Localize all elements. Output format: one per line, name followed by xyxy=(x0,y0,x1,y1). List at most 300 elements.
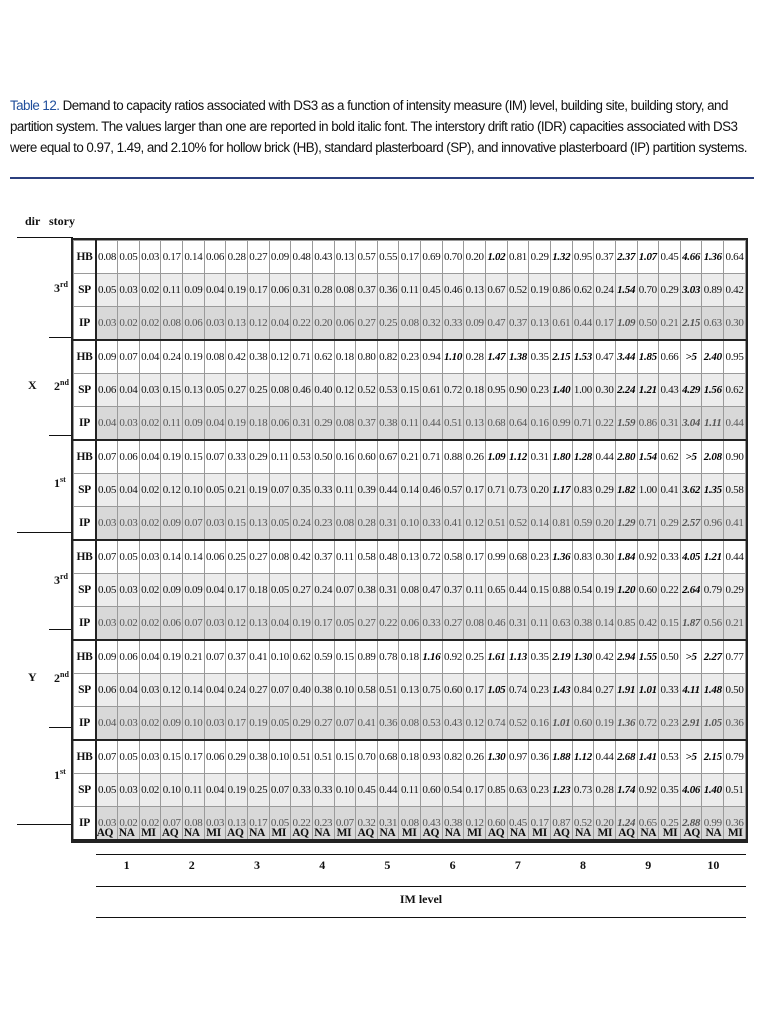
ratio-cell: 0.48 xyxy=(291,241,313,274)
ratio-cell: 0.07 xyxy=(334,707,356,741)
caption-rule xyxy=(10,177,754,179)
ratio-cell: 0.04 xyxy=(139,640,161,674)
ratio-cell: 0.47 xyxy=(594,340,616,374)
ratio-cell: 0.86 xyxy=(550,274,572,307)
ratio-cell: 0.03 xyxy=(96,807,118,841)
header-rule xyxy=(17,237,73,238)
ratio-cell: 0.06 xyxy=(269,274,291,307)
ratio-cell: 0.23 xyxy=(312,807,334,841)
ratio-cell: 0.24 xyxy=(226,674,248,707)
ratio-cell: 1.40 xyxy=(702,774,724,807)
ratio-cell: 0.52 xyxy=(507,707,529,741)
ratio-cell: 0.11 xyxy=(399,774,421,807)
ratio-cell: 0.46 xyxy=(291,374,313,407)
ratio-cell: 0.67 xyxy=(486,274,508,307)
ratio-cell: 0.20 xyxy=(312,307,334,341)
ratio-cell: 0.24 xyxy=(594,274,616,307)
ratio-cell: 0.15 xyxy=(659,607,681,641)
ratio-cell: 0.42 xyxy=(637,607,659,641)
ratio-cell: 1.12 xyxy=(507,440,529,474)
ratio-cell: 0.15 xyxy=(334,640,356,674)
ratio-cell: 0.03 xyxy=(204,307,226,341)
ratio-cell: 0.19 xyxy=(247,474,269,507)
ratio-cell: 0.14 xyxy=(161,540,183,574)
ratio-cell: 1.87 xyxy=(680,607,702,641)
ratio-cell: 1.85 xyxy=(637,340,659,374)
ratio-cell: 0.10 xyxy=(183,707,205,741)
ratio-cell: 0.73 xyxy=(507,474,529,507)
ratio-cell: 0.83 xyxy=(572,474,594,507)
story-suffix: rd xyxy=(60,572,68,582)
site-label: AQ xyxy=(227,827,244,839)
site-label: MI xyxy=(662,827,678,839)
ratio-cell: 0.50 xyxy=(312,440,334,474)
ratio-cell: 0.06 xyxy=(204,241,226,274)
ratio-cell: 0.03 xyxy=(118,707,140,741)
ratio-cell: 0.22 xyxy=(659,574,681,607)
ratio-cell: 0.71 xyxy=(421,440,443,474)
ratio-cell: 0.37 xyxy=(594,241,616,274)
ratio-cell: 0.05 xyxy=(269,807,291,841)
ratio-cell: 0.06 xyxy=(399,607,421,641)
ratio-cell: 0.53 xyxy=(291,440,313,474)
ratio-cell: 0.28 xyxy=(594,774,616,807)
ratio-cell: 0.29 xyxy=(312,407,334,441)
ratio-cell: 0.41 xyxy=(356,707,378,741)
ratio-cell: 2.15 xyxy=(702,740,724,774)
table-row xyxy=(74,474,746,507)
ratio-cell: 1.35 xyxy=(702,474,724,507)
ratio-cell: 0.19 xyxy=(226,407,248,441)
ratio-cell: 1.36 xyxy=(615,707,637,741)
im-level-label: 8 xyxy=(580,858,587,872)
ratio-cell: 0.40 xyxy=(312,374,334,407)
ratio-cell: 0.25 xyxy=(464,640,486,674)
ratio-cell: 0.31 xyxy=(529,440,551,474)
ratio-cell: >5 xyxy=(680,440,702,474)
ratio-cell: 0.20 xyxy=(594,507,616,541)
ratio-cell: 0.25 xyxy=(247,374,269,407)
ratio-cell: 0.26 xyxy=(464,440,486,474)
ratio-cell: 0.53 xyxy=(421,707,443,741)
ratio-cell: 0.60 xyxy=(486,807,508,841)
ratio-cell: 0.11 xyxy=(399,274,421,307)
table-row xyxy=(74,507,746,541)
ratio-cell: 0.17 xyxy=(464,474,486,507)
ratio-cell: 0.58 xyxy=(356,674,378,707)
ratio-cell: 0.04 xyxy=(118,674,140,707)
ratio-cell: 1.24 xyxy=(615,807,637,841)
ratio-cell: 0.12 xyxy=(226,607,248,641)
site-label: NA xyxy=(444,827,461,839)
table-row xyxy=(74,707,746,741)
ratio-cell: 0.15 xyxy=(161,374,183,407)
ratio-cell: 0.32 xyxy=(421,307,443,341)
ratio-cell: 0.63 xyxy=(550,607,572,641)
ratio-cell: 0.33 xyxy=(291,774,313,807)
ratio-cell: 0.71 xyxy=(291,340,313,374)
ratio-cell: 0.35 xyxy=(529,340,551,374)
site-label-row xyxy=(94,827,746,839)
ratio-cell: 0.08 xyxy=(399,307,421,341)
ratio-cell: 0.09 xyxy=(161,507,183,541)
ratio-cell: 0.15 xyxy=(226,507,248,541)
ratio-cell: 0.05 xyxy=(269,707,291,741)
ratio-cell: 0.64 xyxy=(724,241,746,274)
ratio-cell: 0.05 xyxy=(269,574,291,607)
ratio-cell: 2.57 xyxy=(680,507,702,541)
ratio-cell: 0.31 xyxy=(507,607,529,641)
ratio-cell: 0.07 xyxy=(161,807,183,841)
site-label: NA xyxy=(249,827,265,839)
table-row xyxy=(74,540,746,574)
ratio-cell: 0.04 xyxy=(269,307,291,341)
ratio-cell: 0.37 xyxy=(226,640,248,674)
ratio-cell: 0.83 xyxy=(572,540,594,574)
ratio-cell: 0.88 xyxy=(550,574,572,607)
ratio-cell: 0.21 xyxy=(399,440,421,474)
ratio-cell: 1.28 xyxy=(572,440,594,474)
header-dir: dir xyxy=(25,214,41,228)
ratio-cell: 0.23 xyxy=(312,507,334,541)
ratio-cell: 0.35 xyxy=(291,474,313,507)
ratio-cell: 0.71 xyxy=(486,474,508,507)
ratio-cell: 0.19 xyxy=(529,274,551,307)
ratio-cell: 0.29 xyxy=(291,707,313,741)
ratio-cell: 0.14 xyxy=(529,507,551,541)
ratio-cell: 0.03 xyxy=(139,374,161,407)
ratio-cell: 0.06 xyxy=(96,374,118,407)
ratio-cell: 1.36 xyxy=(702,241,724,274)
ratio-cell: 0.37 xyxy=(356,274,378,307)
ratio-cell: 0.22 xyxy=(594,407,616,441)
ratio-cell: 0.18 xyxy=(247,407,269,441)
story-number: 1 xyxy=(54,768,60,783)
ratio-cell: 0.18 xyxy=(464,374,486,407)
ratio-cell: 0.18 xyxy=(399,740,421,774)
story-number: 3 xyxy=(54,573,60,588)
ratio-cell: 0.10 xyxy=(334,774,356,807)
ratio-cell: 2.15 xyxy=(550,340,572,374)
ratio-cell: 0.68 xyxy=(377,740,399,774)
ratio-cell: 0.20 xyxy=(594,807,616,841)
ratio-cell: 0.27 xyxy=(312,707,334,741)
ratio-cell: 0.43 xyxy=(312,241,334,274)
ratio-cell: 0.26 xyxy=(464,740,486,774)
ratio-cell: 0.74 xyxy=(486,707,508,741)
ratio-cell: 0.27 xyxy=(247,540,269,574)
ratio-cell: 0.33 xyxy=(421,607,443,641)
ratio-cell: 0.33 xyxy=(312,474,334,507)
ratio-cell: 0.44 xyxy=(377,474,399,507)
ratio-cell: 0.63 xyxy=(507,774,529,807)
ratio-cell: 0.85 xyxy=(486,774,508,807)
ratio-cell: 0.21 xyxy=(226,474,248,507)
ratio-cell: 0.28 xyxy=(356,507,378,541)
site-label: MI xyxy=(141,827,156,839)
ratio-cell: 0.03 xyxy=(139,540,161,574)
ratio-cell: 0.04 xyxy=(96,707,118,741)
ratio-cell: 0.33 xyxy=(659,674,681,707)
ratio-cell: 0.07 xyxy=(96,740,118,774)
group-separator xyxy=(49,629,73,630)
ratio-cell: 0.15 xyxy=(161,740,183,774)
ratio-cell: 2.68 xyxy=(615,740,637,774)
ratio-cell: 0.17 xyxy=(226,574,248,607)
table-row xyxy=(74,607,746,641)
ratio-cell: 0.63 xyxy=(702,307,724,341)
ratio-cell: 0.08 xyxy=(161,307,183,341)
ratio-cell: 0.20 xyxy=(464,241,486,274)
ratio-cell: 1.91 xyxy=(615,674,637,707)
story-label xyxy=(54,572,68,588)
ratio-cell: 0.74 xyxy=(507,674,529,707)
ratio-cell: 0.03 xyxy=(204,507,226,541)
ratio-cell: 0.29 xyxy=(226,740,248,774)
ratio-cell: 0.12 xyxy=(161,474,183,507)
partition-label: IP xyxy=(74,507,97,541)
ratio-cell: 0.19 xyxy=(183,340,205,374)
ratio-cell: 0.02 xyxy=(139,574,161,607)
ratio-cell: 0.30 xyxy=(724,307,746,341)
ratio-cell: 2.80 xyxy=(615,440,637,474)
site-label: MI xyxy=(336,827,352,839)
ratio-cell: 0.62 xyxy=(724,374,746,407)
group-separator xyxy=(17,824,73,825)
ratio-cell: 0.65 xyxy=(637,807,659,841)
story-number: 3 xyxy=(54,281,60,296)
partition-label: SP xyxy=(74,674,97,707)
ratio-cell: 0.04 xyxy=(118,474,140,507)
ratio-cell: 0.75 xyxy=(421,674,443,707)
ratio-cell: 0.53 xyxy=(377,374,399,407)
ratio-cell: 0.65 xyxy=(486,574,508,607)
site-label: NA xyxy=(118,827,135,839)
ratio-cell: 0.07 xyxy=(269,474,291,507)
ratio-cell: 0.22 xyxy=(291,307,313,341)
site-rule xyxy=(96,854,746,855)
ratio-cell: 1.43 xyxy=(550,674,572,707)
ratio-cell: 0.21 xyxy=(183,640,205,674)
ratio-cell: 0.03 xyxy=(204,807,226,841)
ratio-cell: 0.43 xyxy=(442,707,464,741)
ratio-cell: 0.03 xyxy=(139,740,161,774)
ratio-cell: 0.03 xyxy=(96,607,118,641)
ratio-cell: 0.06 xyxy=(118,440,140,474)
ratio-cell: 0.56 xyxy=(702,607,724,641)
level-rule xyxy=(96,886,746,887)
ratio-cell: 0.36 xyxy=(724,707,746,741)
ratio-cell: 0.96 xyxy=(702,507,724,541)
ratio-cell: 0.17 xyxy=(247,274,269,307)
ratio-cell: 0.17 xyxy=(464,540,486,574)
ratio-cell: 0.61 xyxy=(550,307,572,341)
ratio-cell: 2.15 xyxy=(680,307,702,341)
ratio-table xyxy=(73,240,746,841)
ratio-cell: 0.51 xyxy=(377,674,399,707)
ratio-cell: 0.19 xyxy=(291,607,313,641)
ratio-cell: 4.11 xyxy=(680,674,702,707)
ratio-cell: 0.39 xyxy=(356,474,378,507)
ratio-cell: 0.03 xyxy=(118,407,140,441)
ratio-cell: 0.19 xyxy=(226,274,248,307)
ratio-cell: 0.62 xyxy=(659,440,681,474)
ratio-cell: 0.13 xyxy=(529,307,551,341)
ratio-cell: 1.02 xyxy=(486,241,508,274)
ratio-cell: 0.13 xyxy=(399,540,421,574)
ratio-cell: 0.37 xyxy=(442,574,464,607)
ratio-cell: 1.82 xyxy=(615,474,637,507)
ratio-cell: 0.08 xyxy=(183,807,205,841)
ratio-cell: 0.50 xyxy=(659,640,681,674)
ratio-cell: 0.72 xyxy=(421,540,443,574)
ratio-cell: 0.17 xyxy=(464,774,486,807)
ratio-cell: 0.06 xyxy=(183,307,205,341)
ratio-cell: 3.03 xyxy=(680,274,702,307)
ratio-cell: 0.55 xyxy=(377,241,399,274)
ratio-cell: 0.24 xyxy=(291,507,313,541)
ratio-cell: 0.02 xyxy=(139,507,161,541)
ratio-cell: 1.13 xyxy=(507,640,529,674)
im-level-label: 4 xyxy=(319,858,326,872)
ratio-cell: 1.12 xyxy=(572,740,594,774)
ratio-cell: 0.13 xyxy=(399,674,421,707)
ratio-cell: 1.09 xyxy=(615,307,637,341)
ratio-cell: 0.50 xyxy=(637,307,659,341)
ratio-cell: 2.08 xyxy=(702,440,724,474)
ratio-cell: 0.08 xyxy=(204,340,226,374)
ratio-cell: 3.04 xyxy=(680,407,702,441)
ratio-cell: 0.38 xyxy=(247,340,269,374)
ratio-cell: 2.37 xyxy=(615,241,637,274)
ratio-cell: 0.27 xyxy=(594,674,616,707)
ratio-cell: 0.23 xyxy=(659,707,681,741)
ratio-cell: 0.38 xyxy=(442,807,464,841)
ratio-cell: 0.07 xyxy=(183,507,205,541)
ratio-cell: 0.04 xyxy=(204,674,226,707)
site-label: AQ xyxy=(683,827,700,839)
ratio-cell: 0.04 xyxy=(96,407,118,441)
ratio-cell: 0.70 xyxy=(442,241,464,274)
ratio-cell: 0.04 xyxy=(204,574,226,607)
ratio-cell: 0.14 xyxy=(183,674,205,707)
ratio-cell: 0.29 xyxy=(659,507,681,541)
ratio-cell: 0.38 xyxy=(377,407,399,441)
ratio-cell: 0.08 xyxy=(399,707,421,741)
partition-label: SP xyxy=(74,774,97,807)
ratio-cell: 0.92 xyxy=(637,540,659,574)
ratio-cell: 0.14 xyxy=(183,540,205,574)
ratio-cell: 0.20 xyxy=(529,474,551,507)
story-label xyxy=(54,475,66,491)
ratio-cell: 0.44 xyxy=(507,574,529,607)
ratio-cell: 0.05 xyxy=(204,474,226,507)
ratio-cell: 0.88 xyxy=(442,440,464,474)
ratio-cell: 0.16 xyxy=(529,407,551,441)
ratio-cell: 0.09 xyxy=(96,340,118,374)
ratio-cell: 0.35 xyxy=(529,640,551,674)
ratio-cell: 0.02 xyxy=(139,307,161,341)
ratio-cell: 0.33 xyxy=(659,540,681,574)
partition-label: HB xyxy=(74,241,97,274)
site-label: MI xyxy=(271,827,286,839)
ratio-cell: 0.11 xyxy=(334,540,356,574)
ratio-cell: 0.29 xyxy=(724,574,746,607)
ratio-cell: 0.25 xyxy=(247,774,269,807)
direction-label: X xyxy=(28,377,37,392)
ratio-cell: 1.20 xyxy=(615,574,637,607)
ratio-cell: 0.51 xyxy=(486,507,508,541)
ratio-cell: 0.27 xyxy=(356,307,378,341)
ratio-cell: 0.09 xyxy=(183,574,205,607)
site-label: AQ xyxy=(422,827,440,839)
ratio-cell: 0.28 xyxy=(464,340,486,374)
ratio-cell: 2.64 xyxy=(680,574,702,607)
ratio-cell: 0.44 xyxy=(724,407,746,441)
ratio-cell: 0.29 xyxy=(529,241,551,274)
ratio-cell: 0.12 xyxy=(464,507,486,541)
im-level-row xyxy=(94,858,746,873)
ratio-cell: 0.23 xyxy=(399,340,421,374)
ratio-cell: 1.30 xyxy=(486,740,508,774)
ratio-cell: 0.81 xyxy=(507,241,529,274)
ratio-cell: 0.73 xyxy=(572,774,594,807)
ratio-cell: 0.47 xyxy=(421,574,443,607)
ratio-cell: 0.03 xyxy=(118,774,140,807)
ratio-cell: 0.24 xyxy=(312,574,334,607)
site-label: AQ xyxy=(96,827,114,839)
ratio-cell: 1.54 xyxy=(637,440,659,474)
ratio-cell: 0.72 xyxy=(637,707,659,741)
ratio-cell: 0.59 xyxy=(312,640,334,674)
ratio-cell: 0.16 xyxy=(334,440,356,474)
ratio-cell: 0.45 xyxy=(356,774,378,807)
ratio-cell: 0.06 xyxy=(204,540,226,574)
ratio-cell: 0.07 xyxy=(183,607,205,641)
ratio-cell: 0.60 xyxy=(356,440,378,474)
ratio-cell: 0.10 xyxy=(334,674,356,707)
ratio-cell: 0.41 xyxy=(442,507,464,541)
ratio-cell: 1.00 xyxy=(572,374,594,407)
im-level-label: 5 xyxy=(384,858,391,872)
ratio-cell: 0.79 xyxy=(702,574,724,607)
ratio-cell: 0.03 xyxy=(139,674,161,707)
partition-label: IP xyxy=(74,307,97,341)
ratio-cell: 0.90 xyxy=(724,440,746,474)
ratio-cell: 0.95 xyxy=(572,241,594,274)
table-row xyxy=(74,640,746,674)
ratio-cell: 0.07 xyxy=(204,640,226,674)
ratio-cell: 0.60 xyxy=(442,674,464,707)
ratio-cell: 0.04 xyxy=(204,274,226,307)
ratio-cell: 0.04 xyxy=(118,374,140,407)
ratio-cell: 0.03 xyxy=(204,607,226,641)
group-separator xyxy=(49,435,73,436)
ratio-cell: 0.07 xyxy=(118,340,140,374)
ratio-cell: 0.62 xyxy=(291,640,313,674)
ratio-cell: 1.84 xyxy=(615,540,637,574)
ratio-cell: 0.52 xyxy=(572,807,594,841)
ratio-cell: 1.48 xyxy=(702,674,724,707)
ratio-cell: 0.08 xyxy=(399,807,421,841)
ratio-cell: 0.15 xyxy=(334,740,356,774)
ratio-cell: 0.12 xyxy=(334,374,356,407)
story-number: 2 xyxy=(54,378,60,393)
ratio-cell: 0.71 xyxy=(572,407,594,441)
ratio-cell: 0.11 xyxy=(464,574,486,607)
ratio-cell: 0.05 xyxy=(96,774,118,807)
ratio-cell: 0.14 xyxy=(399,474,421,507)
